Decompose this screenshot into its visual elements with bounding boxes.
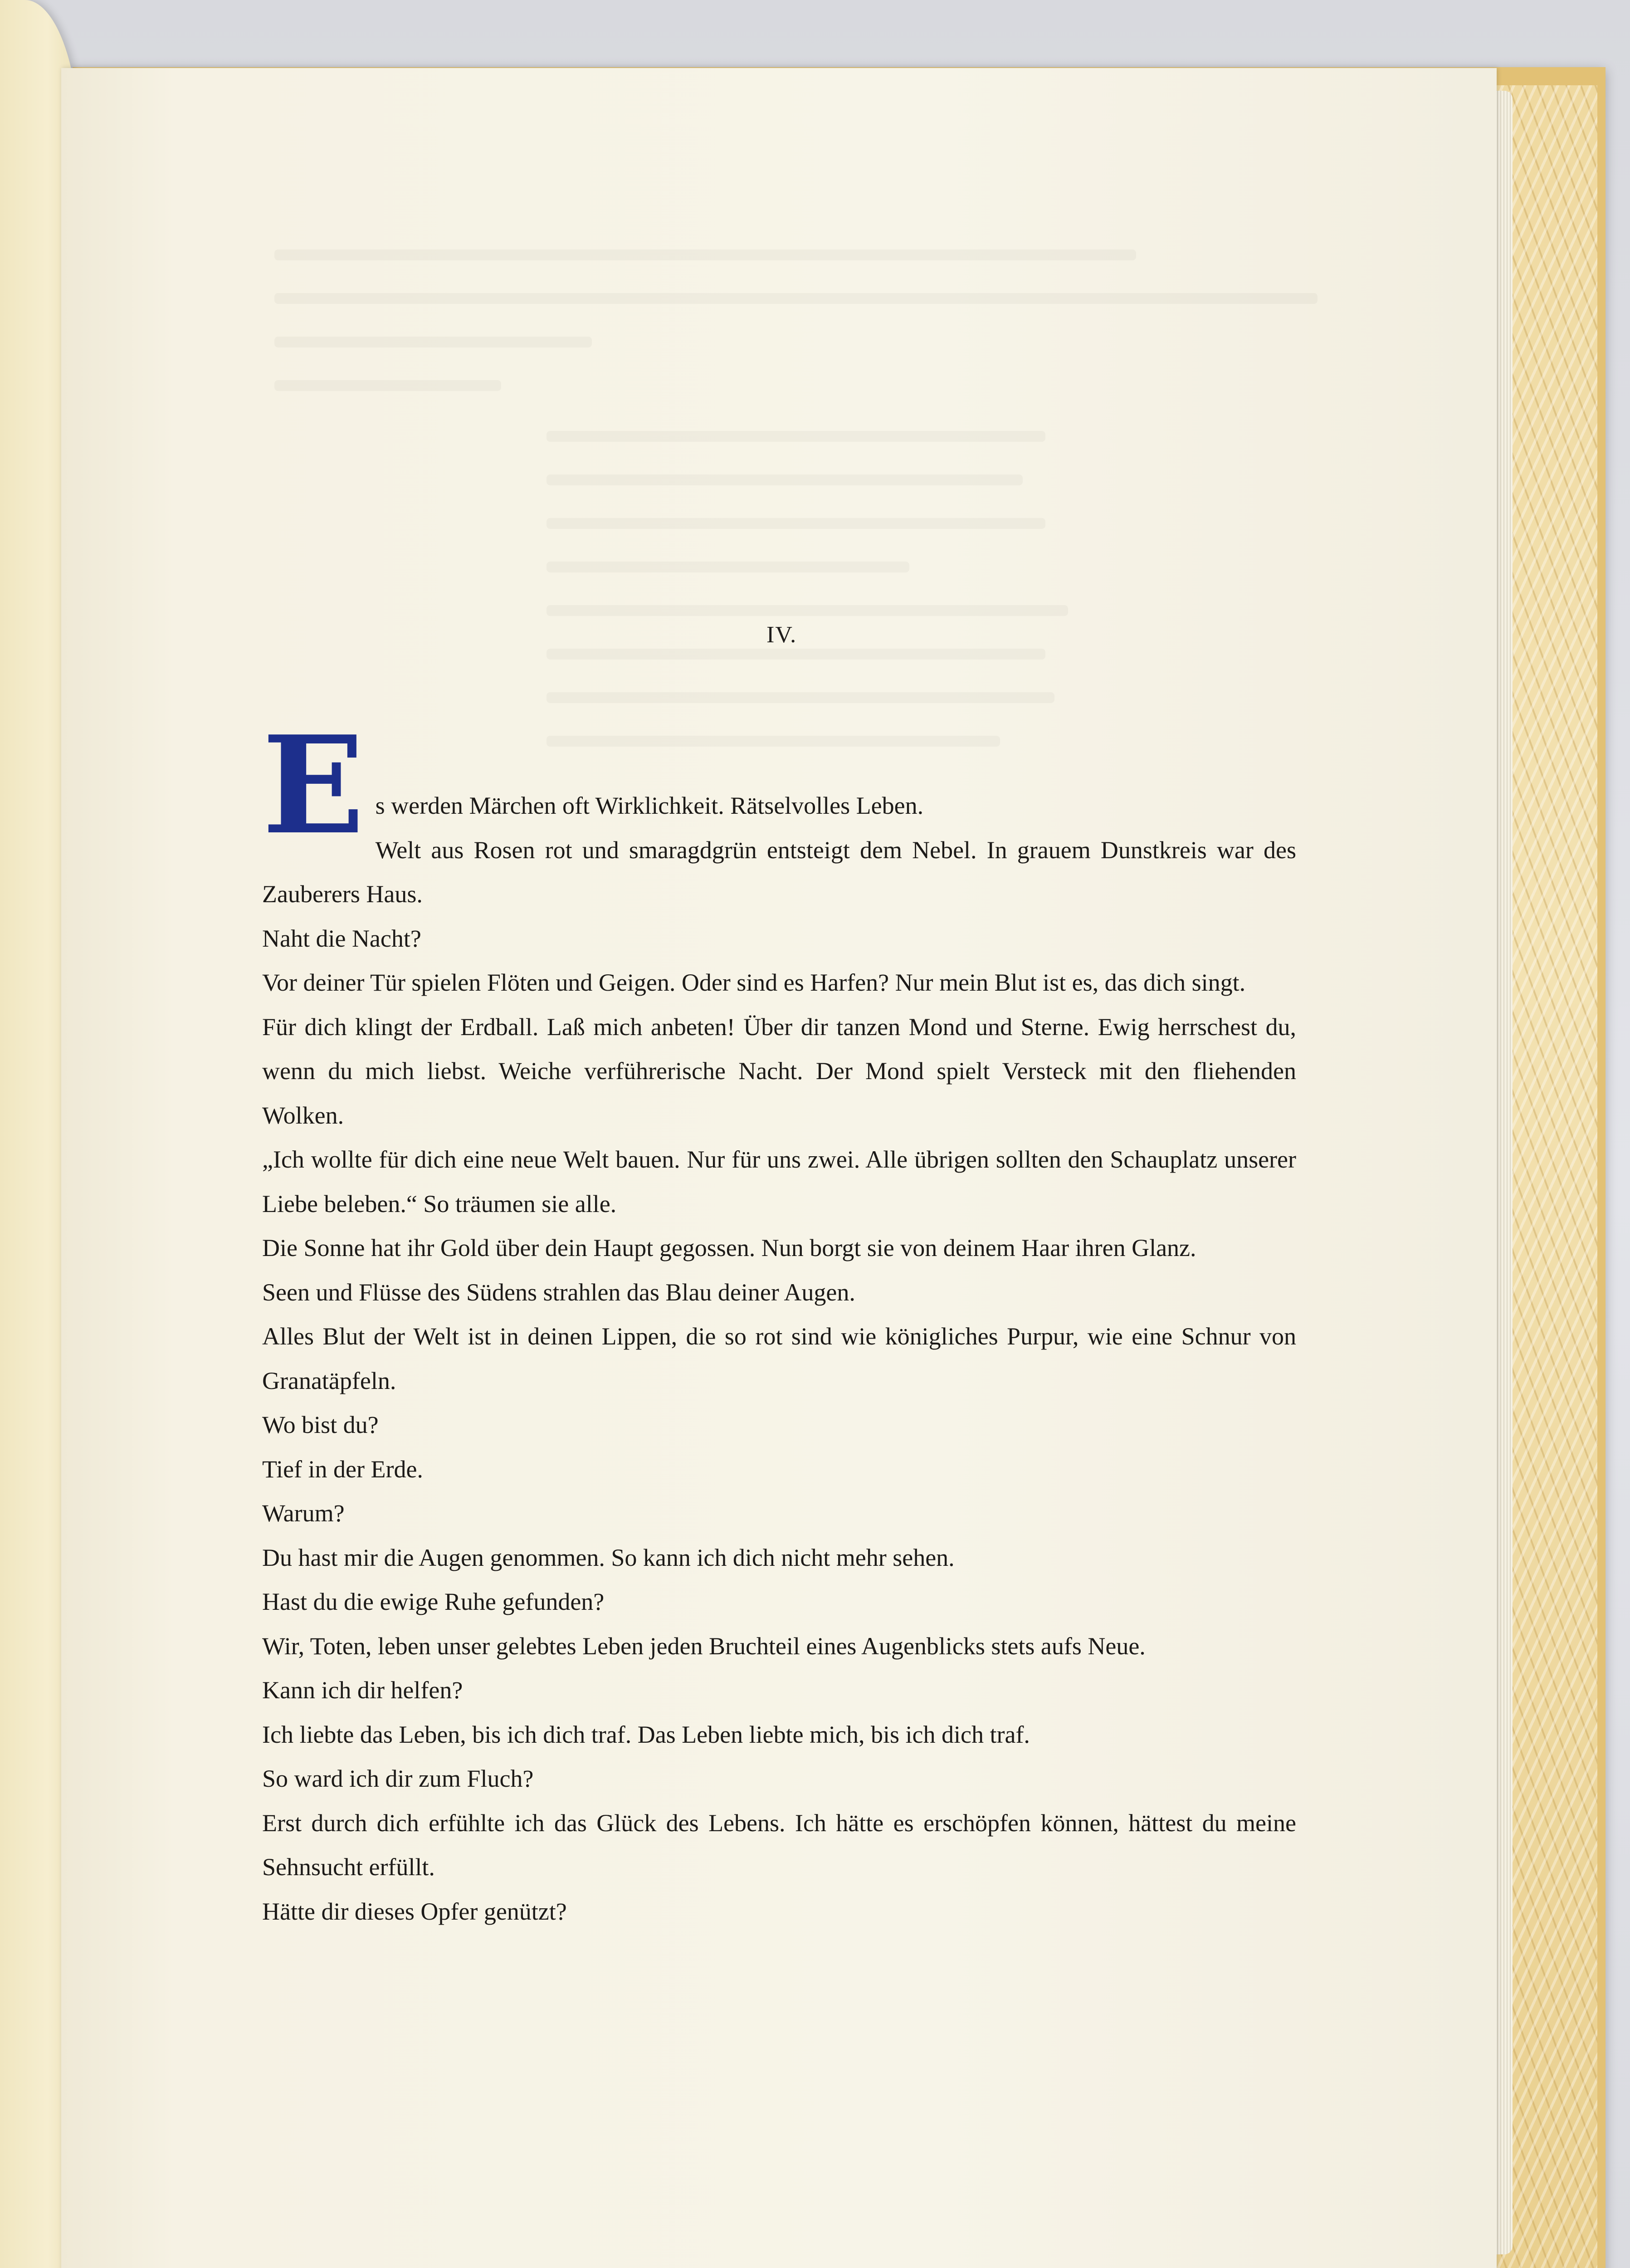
paragraph: Alles Blut der Welt ist in deinen Lippen, die so rot sind wie königliches Purpur, wie eine Schnur von Granatäpfeln. — [262, 1323, 1296, 1394]
paragraph: „Ich wollte für dich eine neue Welt bauen. Nur für uns zwei. Alle übrigen sollten den Schauplatz unserer Liebe beleben.“ So träumen sie alle. — [262, 1146, 1296, 1217]
paragraph: Hast du die ewige Ruhe gefunden? — [262, 1588, 605, 1615]
paragraph: Kann ich dir helfen? — [262, 1677, 463, 1704]
paragraph: Seen und Flüsse des Südens strahlen das Blau deiner Augen. — [262, 1278, 855, 1306]
paragraph: s werden Märchen oft Wirklichkeit. Rätselvolles Leben. — [375, 792, 924, 819]
paragraph: Vor deiner Tür spielen Flöten und Geigen. Oder sind es Harfen? Nur mein Blut ist es, das dich singt. — [262, 969, 1246, 996]
paragraph: Du hast mir die Augen genommen. So kann ich dich nicht mehr sehen. — [262, 1544, 955, 1571]
paragraph: Warum? — [262, 1500, 345, 1527]
show-through-top — [274, 249, 1340, 424]
paragraph: Für dich klingt der Erdball. Laß mich anbeten! Über dir tanzen Mond und Sterne. Ewig herrschest du, wenn du mich liebst. Weiche verführerische Nacht. Der Mond spielt Versteck mit den fliehenden Wolken. — [262, 1013, 1296, 1129]
paragraph: So ward ich dir zum Fluch? — [262, 1765, 534, 1792]
paragraph: Tief in der Erde. — [262, 1455, 423, 1483]
paragraph: Hätte dir dieses Opfer genützt? — [262, 1897, 567, 1925]
paragraph: Welt aus Rosen rot und smaragdgrün entsteigt dem Nebel. In grauem Dunstkreis war des Zauberers Haus. — [262, 836, 1296, 908]
drop-cap-initial: E — [262, 706, 365, 864]
paragraph: Ich liebte das Leben, bis ich dich traf. Das Leben liebte mich, bis ich dich traf. — [262, 1721, 1030, 1748]
chapter-numeral: IV. — [766, 622, 797, 648]
body-text — [262, 706, 1296, 1934]
show-through-verse — [547, 431, 1091, 779]
paragraph: Wo bist du? — [262, 1411, 379, 1438]
paragraph: Wir, Toten, leben unser gelebtes Leben jeden Bruchteil eines Augenblicks stets aufs Neue. — [262, 1632, 1146, 1660]
paragraph: Erst durch dich erfühlte ich das Glück des Lebens. Ich hätte es erschöpfen können, hättest du meine Sehnsucht erfüllt. — [262, 1809, 1296, 1881]
paragraph: Naht die Nacht? — [262, 924, 421, 952]
paragraph: Die Sonne hat ihr Gold über dein Haupt gegossen. Nun borgt sie von deinem Haar ihren Glanz. — [262, 1234, 1196, 1261]
